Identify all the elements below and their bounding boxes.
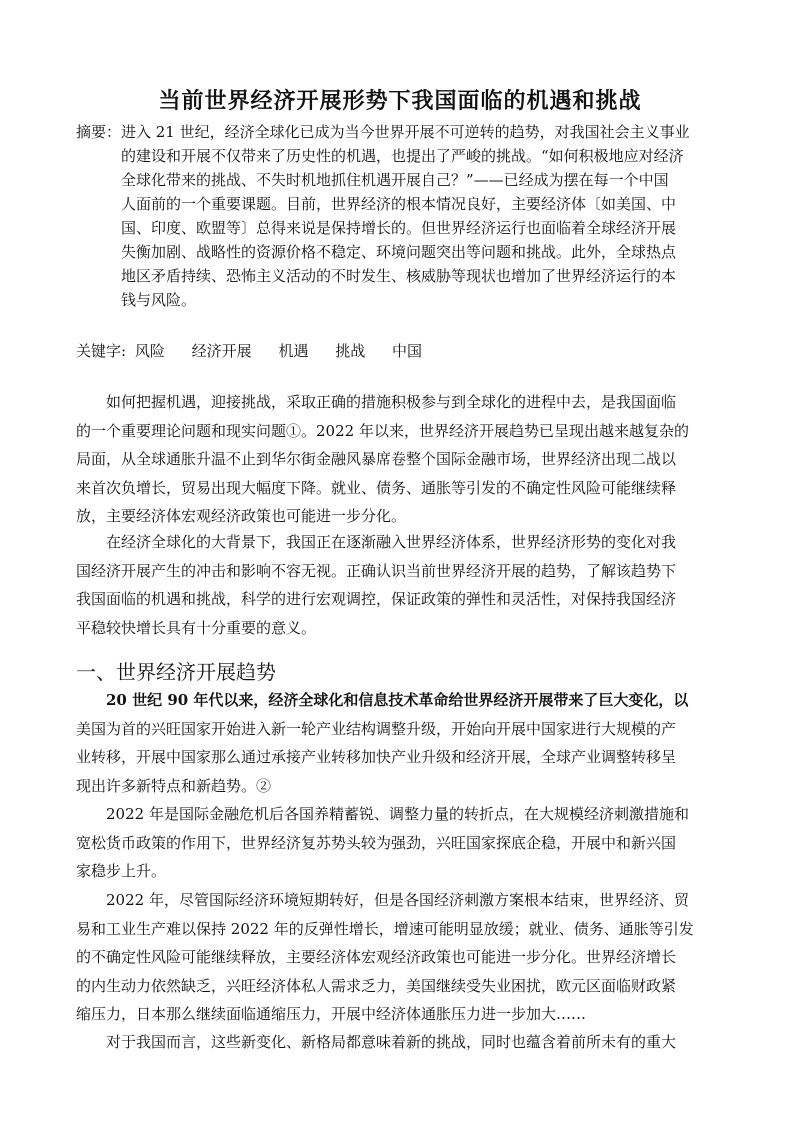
keyword: 挑战 [335,342,366,360]
intro-paragraph-1 [76,388,736,531]
text-line: 20 世纪 90 年代以来，经济全球化和信息技术革命给世界经济开展带来了巨大变化，以 [106,691,689,709]
keywords [76,339,736,363]
abstract-line: 人面前的一个重要课题。目前，世界经济的根本情况良好，主要经济体〔如美国、中 [121,195,677,213]
text-line: 宽松货币政策的作用下，世界经济复苏势头较为强劲，兴旺国家探底企稳，开展中和新兴国 [76,833,677,852]
abstract-line: 地区矛盾持续、恐怖主义活动的不时发生、核威胁等现状也增加了世界经济运行的本 [121,267,677,285]
text-line: 如何把握机遇，迎接挑战，采取正确的措施积极参与到全球化的进程中去，是我国面临 [106,393,677,411]
text-line: 的不确定性风险可能继续释放，主要经济体宏观经济政策也可能进一步分化。世界经济增长 [76,948,677,966]
section1-paragraph-4 [76,1028,736,1057]
text-line: 美国为首的兴旺国家开始进入新一轮产业结构调整升级，开始向开展中国家进行大规模的产 [76,719,677,738]
text-line: 业转移，开展中国家那么通过承接产业转移加快产业升级和经济开展，全球产业调整转移呈 [76,748,677,766]
keyword: 经济开展 [191,342,252,360]
text-line: 的内生动力依然缺乏，兴旺经济体私人需求乏力，美国继续受失业困扰，欧元区面临财政紧 [76,976,677,995]
text-line: 2022 年是国际金融危机后各国养精蓄锐、调整力量的转折点，在大规模经济刺激措施和 [106,805,689,823]
text-line: 来首次负增长，贸易出现大幅度下降。就业、债务、通胀等引发的不确定性风险可能继续释 [76,478,677,497]
abstract [76,120,736,312]
section1-paragraph-3 [76,886,736,1029]
section1-paragraph-1 [76,686,736,800]
document-title: 当前世界经济开展形势下我国面临的机遇和挑战 [158,89,642,114]
section-heading: 一、世界经济开展趋势 [76,660,276,684]
text-line: 国经济开展产生的冲击和影响不容无视。正确认识当前世界经济开展的趋势，了解该趋势下 [76,561,677,580]
keyword: 风险 [134,342,165,360]
intro-paragraph-2 [76,528,736,642]
text-line: 在经济全球化的大背景下，我国正在逐渐融入世界经济体系，世界经济形势的变化对我 [106,533,677,551]
abstract-line: 全球化带来的挑战、不失时机地抓住机遇开展自己？”——已经成为摆在每一个中国 [121,171,669,189]
keywords-label: 关键字: [76,342,127,360]
text-line: 易和工业生产难以保持 2022 年的反弹性增长，增速可能明显放缓；就业、债务、通胀等引发 [76,919,694,938]
text-line: 对于我国而言，这些新变化、新格局都意味着新的挑战，同时也蕴含着前所未有的重大 [106,1033,677,1051]
text-line: 我国面临的机遇和挑战，科学的进行宏观调控，保证政策的弹性和灵活性，对保持我国经济 [76,590,677,608]
text-line: 放，主要经济体宏观经济政策也可能进一步分化。 [76,507,407,525]
abstract-line: 国、印度、欧盟等〕总得来说是保持增长的。但世界经济运行也面临着全球经济开展 [121,219,677,237]
abstract-line: 失衡加剧、战略性的资源价格不稳定、环境问题突出等问题和挑战。此外，全球热点 [121,243,677,261]
text-line: 现出许多新特点和新趋势。② [76,776,272,795]
text-line: 的一个重要理论问题和现实问题①。2022 年以来，世界经济开展趋势已呈现出越来越复杂的 [76,421,689,440]
text-line: 局面，从全球通胀升温不止到华尔街金融风暴席卷整个国际金融市场，世界经济出现二战以 [76,450,677,468]
section1-paragraph-2 [76,800,736,886]
text-line: 缩压力，日本那么继续面临通缩压力，开展中经济体通胀压力进一步加大…… [76,1005,587,1023]
keyword: 机遇 [278,342,309,360]
text-line: 家稳步上升。 [76,862,167,880]
abstract-line: 的建设和开展不仅带来了历史性的机遇，也提出了严峻的挑战。“如何积极地应对经济 [121,147,684,165]
abstract-line: 钱与风险。 [121,291,197,309]
keyword: 中国 [392,342,423,360]
text-line: 平稳较快增长具有十分重要的意义。 [76,618,317,637]
abstract-line: 摘要：进入 21 世纪，经济全球化已成为当今世界开展不可逆转的趋势，对我国社会主义事业 [76,123,690,141]
text-line: 2022 年，尽管国际经济环境短期转好，但是各国经济刺激方案根本结束，世界经济、贸 [106,891,689,909]
